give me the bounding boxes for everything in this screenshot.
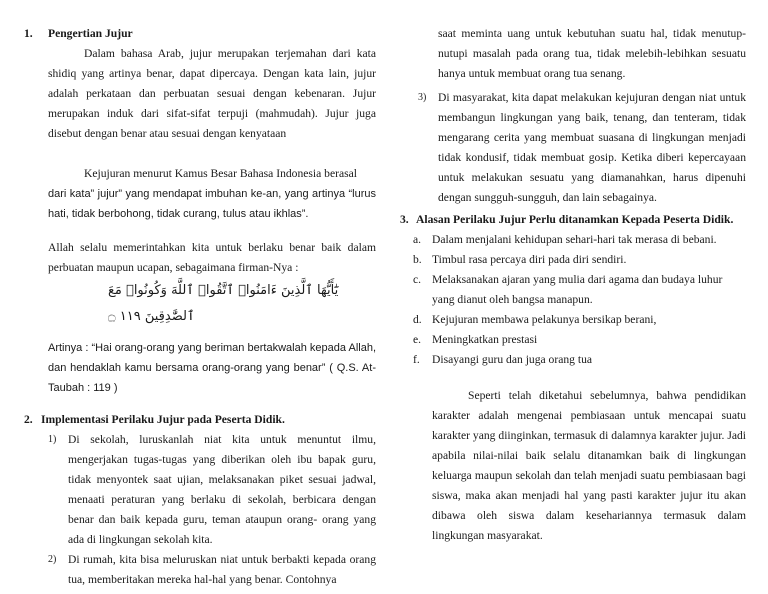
firman-paragraph: Allah selalu memerintahkan kita untuk berlaku benar baik dalam perbuatan maupun ucapan, sebagaimana firman-Nya : xyxy=(48,241,376,274)
list-item-text: Kejujuran membawa pelakunya bersikap berani, xyxy=(432,313,657,326)
list-item-text: Di masyarakat, kita dapat melakukan kejujuran dengan niat untuk membangun lingkungan yang baik, tenang, dan tenteram, tidak mengarang cerita yang membuat suasana di lingkungan menjadi tidak kondusif, tidak membuat gosip. Ketika diberi kepercayaan untuk melakukan sesuatu yang diamanahkan, harus dipenuhi dengan sungguh-sungguh, dan lain sebagainya. xyxy=(438,91,746,204)
section-3-title: Alasan Perilaku Jujur Perlu ditanamkan Kepada Peserta Didik. xyxy=(416,213,734,226)
implementation-list-continued xyxy=(400,88,746,208)
kbbi-paragraph-rest: dari kata” jujur” yang mendapat imbuhan ke-an, yang artinya “lurus hati, tidak berbohong, tidak curang, tulus atau ikhlas”. xyxy=(48,188,376,220)
list-item-text: Di rumah, kita bisa meluruskan niat untuk berbakti kepada orang tua, memberitakan mereka hal-hal yang benar. Contohnya xyxy=(68,553,376,586)
list-marker: 3) xyxy=(418,92,427,103)
list-marker: 1) xyxy=(48,434,57,445)
list-item-text: Disayangi guru dan juga orang tua xyxy=(432,353,593,366)
list-item xyxy=(413,250,746,270)
section-2-heading xyxy=(24,410,376,430)
item-2-continuation: saat meminta uang untuk kebutuhan suatu hal, tidak menutup-nutupi masalah pada orang tua, tidak melebih-lebihkan sesuatu hanya untuk membuat orang tua senang. xyxy=(438,27,746,80)
definition-paragraph: Dalam bahasa Arab, jujur merupakan terjemahan dari kata shidiq yang artinya benar, dapat dipercaya. Dengan kata lain, jujur adalah perkataan dan perbuatan sesuai dengan kebenaran. Jujur merupakan induk dari sifat-sifat terpuji (mahmudah). Jujur juga disebut dengan benar atau sesuai dengan kenyataan xyxy=(48,47,376,140)
list-marker: d. xyxy=(413,313,422,326)
list-item-text: Timbul rasa percaya diri pada diri sendiri. xyxy=(432,253,627,266)
kbbi-paragraph-line1: Kejujuran menurut Kamus Besar Bahasa Indonesia berasal xyxy=(84,167,358,180)
section-2-number: 2. xyxy=(24,413,33,426)
list-item-text: Dalam menjalani kehidupan sehari-hari tak merasa di bebani. xyxy=(432,233,717,246)
section-1-body xyxy=(24,44,376,398)
list-marker: b. xyxy=(413,253,422,266)
implementation-list xyxy=(24,430,376,590)
reasons-list xyxy=(400,230,746,370)
list-item-text: Meningkatkan prestasi xyxy=(432,333,538,346)
list-item xyxy=(413,330,746,350)
list-item xyxy=(48,430,376,550)
section-3-heading xyxy=(400,210,746,230)
right-column xyxy=(400,24,746,546)
section-1-number: 1. xyxy=(24,27,33,40)
translation-paragraph: Artinya : “Hai orang-orang yang beriman bertakwalah kepada Allah, dan hendaklah kamu bersama orang-orang yang benar” ( Q.S. At-Taubah : 119 ) xyxy=(48,342,376,394)
section-1-heading xyxy=(24,24,376,44)
list-item xyxy=(48,550,376,590)
quran-verse: يَٰٓأَيُّهَا ٱلَّذِينَ ءَامَنُوا۟ ٱتَّقُوا۟ ٱللَّهَ وَكُونُوا۟ مَعَ ٱلصَّٰدِقِينَ ١١٩ ۝ xyxy=(108,283,339,324)
left-column xyxy=(24,24,376,590)
list-item-text: Melaksanakan ajaran yang mulia dari agama dan budaya luhur yang dianut oleh bangsa manapun. xyxy=(432,273,723,306)
section-1-title: Pengertian Jujur xyxy=(48,27,133,40)
list-marker: a. xyxy=(413,233,422,246)
closing-paragraph: Seperti telah diketahui sebelumnya, bahwa pendidikan karakter adalah mengenai pembiasaan untuk mencapai suatu karakter yang diinginkan, termasuk di dalamnya karakter jujur. Jadi apabila nilai-nilai baik selalu ditanamkan baik di lingkungan keluarga maupun sekolah dan telah menjadi suatu pembiasaan bagi siswa, maka akan menjadi hal yang pasti karakter jujur itu akan dibawa oleh siswa dalam kesehariannya termasuk dalam lingkungan masyarakat. xyxy=(432,389,746,542)
section-2-title: Implementasi Perilaku Jujur pada Peserta Didik. xyxy=(41,413,285,426)
list-marker: c. xyxy=(413,273,422,286)
list-marker: f. xyxy=(413,353,420,366)
list-item xyxy=(413,230,746,250)
list-marker: e. xyxy=(413,333,422,346)
list-item xyxy=(413,270,746,310)
section-3-number: 3. xyxy=(400,213,409,226)
list-item xyxy=(413,350,746,370)
list-item xyxy=(413,310,746,330)
list-item-text: Di sekolah, luruskanlah niat kita untuk menuntut ilmu, mengerjakan tugas-tugas yang diberikan oleh ibu bapak guru, tidak menyontek saat ujian, melaksanakan piket sesuai jadwal, menaati peraturan yang berlaku di sekolah, berbicara dengan benar dan baik kepada guru, teman ataupun orang- orang yang ada di lingkungan sekolah kita. xyxy=(68,433,376,546)
list-item xyxy=(418,88,746,208)
list-marker: 2) xyxy=(48,554,57,565)
